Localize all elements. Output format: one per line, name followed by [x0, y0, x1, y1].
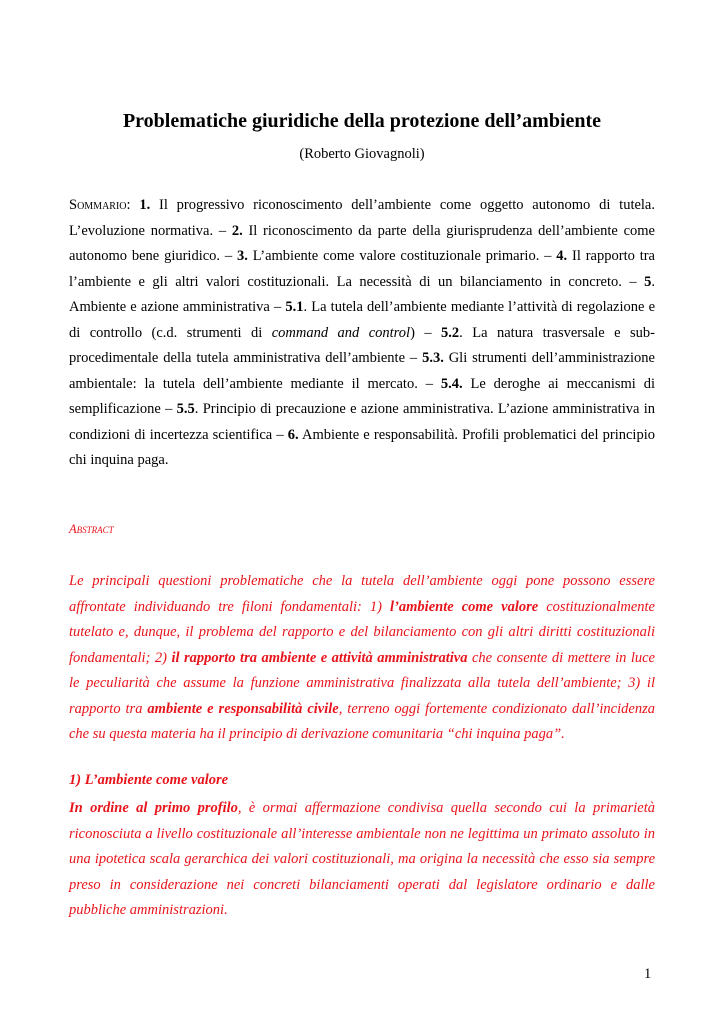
summary-italic: command and control	[271, 324, 411, 341]
author-line: (Roberto Giovagnoli)	[299, 146, 425, 162]
summary-num: 5.2	[441, 324, 460, 341]
summary-text: . La natura trasversale e sub-procedimentale della tutela amministrativa dell’ambiente –	[69, 324, 655, 366]
summary-num: 5.1	[285, 299, 304, 315]
section-paragraph	[69, 796, 655, 924]
summary-num: 2.	[231, 222, 243, 239]
summary-paragraph	[69, 193, 655, 474]
summary-num: 6.	[287, 426, 299, 443]
section-heading: 1) L’ambiente come valore	[69, 772, 229, 788]
summary-text: Il rapporto tra l’ambiente e gli altri valori costituzionali. La necessità di un bilanciamento in concreto. –	[69, 248, 655, 290]
abstract-bold: l’ambiente come valore	[390, 598, 539, 615]
summary-num: 5	[644, 273, 652, 290]
summary-num: 4.	[556, 248, 568, 264]
summary-colon: :	[126, 197, 140, 213]
summary-label: Sommario	[69, 197, 127, 213]
summary-num: 5.4.	[440, 375, 463, 392]
section-text: , è ormai affermazione condivisa quella secondo cui la primarietà riconosciuta a livello costituzionale all’interesse ambientale non ne legittima un primato assoluto in una ipotetica scala gerarchica dei valori costituzionali, ma origina la necessità che esso sia sempre preso in considerazione nei concreti bilanciamenti operati dal legislatore ordinario e dalle pubbliche amministrazioni.	[69, 800, 655, 918]
summary-text: Le deroghe ai meccanismi di semplificazione –	[69, 375, 655, 417]
summary-num: 3.	[237, 248, 248, 264]
page-number: 1	[644, 966, 652, 982]
summary-text: . Principio di precauzione e azione amministrativa. L’azione amministrativa in condizioni di incertezza scientifica –	[69, 401, 655, 443]
summary-text: L’ambiente come valore costituzionale primario. –	[247, 248, 557, 264]
abstract-bold: il rapporto tra ambiente e attività amministrativa	[171, 649, 468, 666]
abstract-text: che consente di mettere in luce le peculiarità che assume la funzione amministrativa finalizzata alla tutela dell’ambiente; 3) il rapporto tra	[69, 649, 655, 717]
section-bold: In ordine al primo profilo	[69, 800, 238, 816]
abstract-text: costituzionalmente tutelato e, dunque, il problema del rapporto e del bilanciamento con gli altri diritti costituzionali fondamentali; 2)	[69, 598, 655, 666]
abstract-heading: Abstract	[69, 522, 114, 536]
abstract-paragraph	[69, 569, 655, 748]
summary-num: 5.5	[176, 401, 195, 417]
summary-num: 5.3.	[422, 350, 444, 366]
document-title: Problematiche giuridiche della protezione dell’ambiente	[122, 110, 602, 132]
summary-num: 1.	[139, 197, 151, 213]
summary-text: . La tutela dell’ambiente mediante l’attività di regolazione e di controllo (c.d. strumenti di	[69, 299, 655, 341]
summary-text: . Ambiente e azione amministrativa –	[69, 273, 655, 315]
abstract-bold: ambiente e responsabilità civile	[147, 700, 339, 717]
summary-text: Il riconoscimento da parte della giurisprudenza dell’ambiente come autonomo bene giuridico. –	[69, 222, 655, 264]
summary-text: Il progressivo riconoscimento dell’ambiente come oggetto autonomo di tutela. L’evoluzione normativa. –	[69, 197, 655, 239]
summary-text: ) –	[410, 324, 442, 341]
abstract-text: Le principali questioni problematiche che la tutela dell’ambiente oggi pone possono essere affrontate individuando tre filoni fondamentali: 1)	[69, 573, 655, 615]
abstract-text: , terreno oggi fortemente condizionato dall’incidenza che su questa materia ha il principio di derivazione comunitaria “chi inquina paga”.	[69, 700, 655, 742]
summary-text: Gli strumenti dell’amministrazione ambientale: la tutela dell’ambiente mediante il mercato. –	[69, 350, 655, 392]
summary-text: Ambiente e responsabilità. Profili problematici del principio chi inquina paga.	[69, 426, 655, 468]
